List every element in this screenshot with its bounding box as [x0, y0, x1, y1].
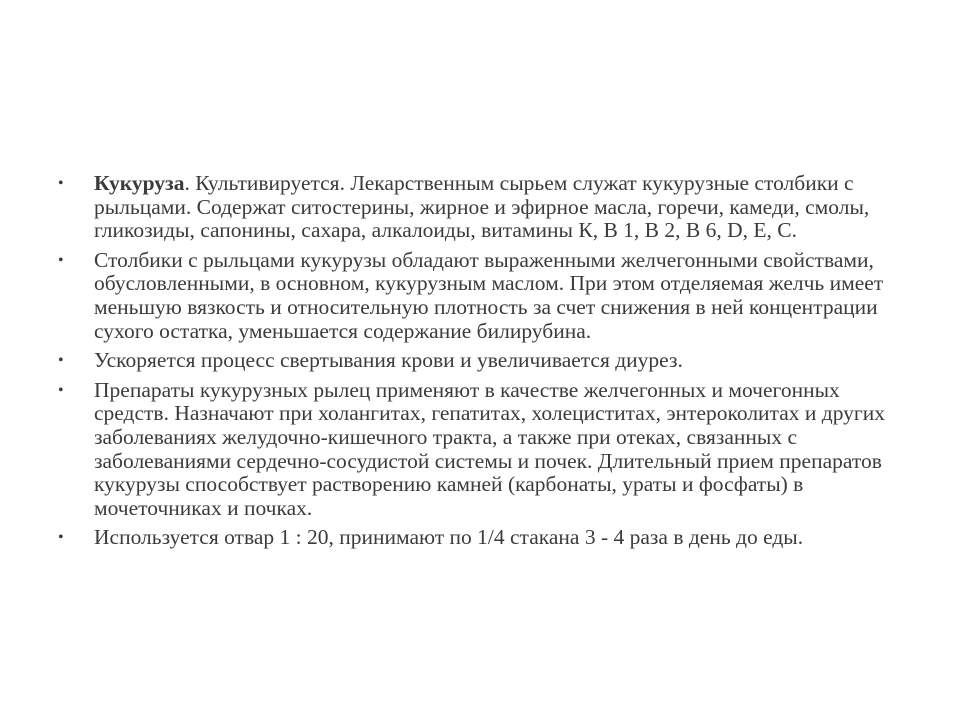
bullet-item-coagulation	[56, 349, 906, 373]
bullet-item-corn	[56, 172, 906, 243]
bullet-text: Используется отвар 1 : 20, принимают по 1/4 стакана 3 - 4 раза в день до еды.	[94, 525, 804, 550]
bullet-text	[94, 172, 906, 243]
bullet-list	[56, 172, 906, 556]
bullet-dot-icon: •	[58, 352, 64, 370]
bullet-text: Ускоряется процесс свертывания крови и увеличивается диурез.	[94, 348, 683, 373]
bullet-dot-icon: •	[58, 175, 64, 192]
bullet-dot-icon: •	[58, 251, 64, 269]
bullet-text: Столбики с рыльцами кукурузы обладают выраженными желчегонными свойствами, обусловленными, в основном, кукурузным маслом. При этом отделяемая желчь имеет меньшую вязкость и относительную плотность за счет снижения в ней концентрации сухого остатка, уменьшается содержание билирубина.	[94, 247, 884, 343]
bullet-item-choleretic	[56, 249, 906, 343]
bullet-dot-icon: •	[58, 529, 64, 547]
bullet-text: Препараты кукурузных рылец применяют в качестве желчегонных и мочегонных средств. Назначают при холангитах, гепатитах, холециститах, энтероколитах и других заболеваниях желудочно-кишечного тракта, а также при отеках, связанных с заболеваниями сердечно-сосудистой системы и почек. Длительный прием препаратов кукурузы способствует растворению камней (карбонаты, ураты и фосфаты) в мочеточниках и почках.	[94, 377, 885, 520]
bullet-item-usage	[56, 379, 906, 521]
bullet-dot-icon: •	[58, 381, 64, 399]
bullet-item-dosage	[56, 526, 906, 550]
bullet-term: Кукуруза	[94, 171, 185, 195]
bullet-body: . Культивируется. Лекарственным сырьем служат кукурузные столбики с рыльцами. Содержат ситостерины, жирное и эфирное масла, горечи, камеди, смолы, гликозиды, сапонины, сахара, алкалоиды, витамины К, В 1, В 2, В 6, D, Е, С.	[94, 171, 870, 243]
